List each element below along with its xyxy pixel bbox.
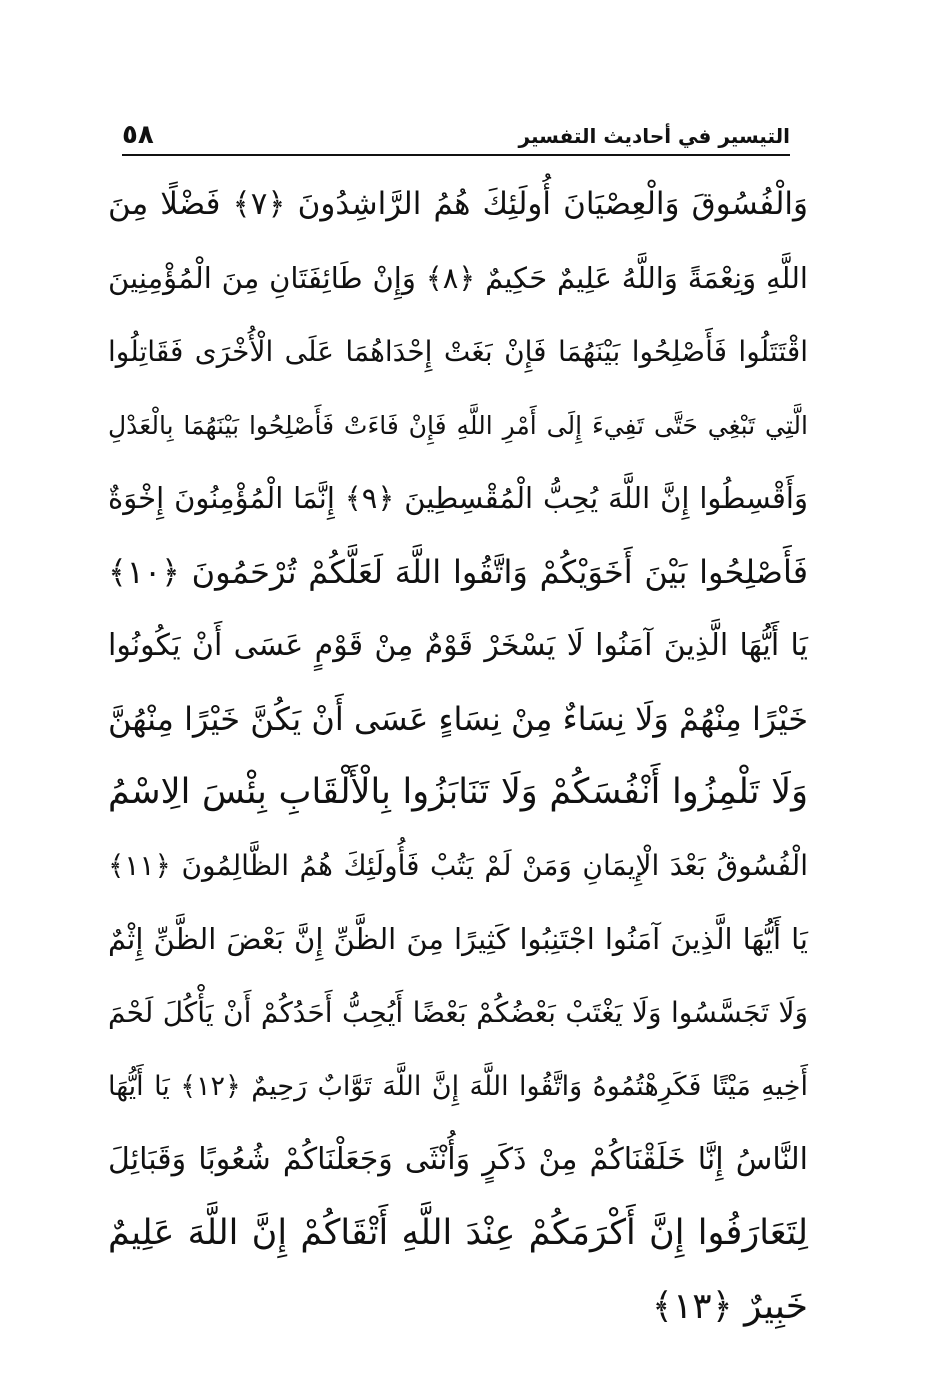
verse-line: [108, 1050, 808, 1124]
verse-line-text: فَأَصْلِحُوا بَيْنَ أَخَوَيْكُمْ وَاتَّقُوا اللَّهَ لَعَلَّكُمْ تُرْحَمُونَ ﴿١٠﴾: [108, 553, 808, 592]
verse-line: [108, 756, 808, 830]
verse-line: [108, 977, 808, 1051]
verse-line: [108, 903, 808, 977]
verse-line: [108, 389, 808, 463]
verse-line-text: النَّاسُ إِنَّا خَلَقْنَاكُمْ مِنْ ذَكَرٍ وَأُنْثَى وَجَعَلْنَاكُمْ شُعُوبًا وَقَبَائِلَ: [108, 1142, 808, 1178]
verse-line-text: أَخِيهِ مَيْتًا فَكَرِهْتُمُوهُ وَاتَّقُوا اللَّهَ إِنَّ اللَّهَ تَوَّابٌ رَحِيمٌ ﴿١٢﴾ يَا أَيُّهَا: [108, 1071, 808, 1103]
verse-line-text: اللَّهِ وَنِعْمَةً وَاللَّهُ عَلِيمٌ حَكِيمٌ ﴿٨﴾ وَإِنْ طَائِفَتَانِ مِنَ الْمُؤْمِنِينَ: [108, 260, 808, 295]
verse-line-text: الْفُسُوقُ بَعْدَ الْإِيمَانِ وَمَنْ لَمْ يَتُبْ فَأُولَئِكَ هُمُ الظَّالِمُونَ ﴿١١﴾: [108, 849, 808, 883]
verse-line: [108, 609, 808, 683]
verse-line-text: اقْتَتَلُوا فَأَصْلِحُوا بَيْنَهُمَا فَإِنْ بَغَتْ إِحْدَاهُمَا عَلَى الْأُخْرَى فَقَاتِلُوا: [108, 334, 808, 368]
page-header: [122, 118, 790, 156]
verse-line-text: وَلَا تَجَسَّسُوا وَلَا يَغْتَبْ بَعْضُكُمْ بَعْضًا أَيُحِبُّ أَحَدُكُمْ أَنْ يَأْكُلَ لَحْمَ: [108, 996, 808, 1030]
verse-line: [108, 536, 808, 610]
verse-line-text: لِتَعَارَفُوا إِنَّ أَكْرَمَكُمْ عِنْدَ اللَّهِ أَتْقَاكُمْ إِنَّ اللَّهَ عَلِيمٌ: [108, 1213, 808, 1254]
verse-line-text: وَأَقْسِطُوا إِنَّ اللَّهَ يُحِبُّ الْمُقْسِطِينَ ﴿٩﴾ إِنَّمَا الْمُؤْمِنُونَ إِخْوَةٌ: [108, 481, 808, 516]
verse-line: [108, 168, 808, 242]
verse-line: [108, 315, 808, 389]
verse-line-text: وَالْفُسُوقَ وَالْعِصْيَانَ أُولَئِكَ هُمُ الرَّاشِدُونَ ﴿٧﴾ فَضْلًا مِنَ: [108, 186, 809, 223]
verse-line: [108, 1197, 808, 1271]
verse-line: [108, 830, 808, 904]
quran-text-block: [108, 168, 808, 1344]
verse-line-text: الَّتِي تَبْغِي حَتَّى تَفِيءَ إِلَى أَمْرِ اللَّهِ فَإِنْ فَاءَتْ فَأَصْلِحُوا بَيْنَهُمَا بِالْعَدْلِ: [108, 410, 808, 440]
verse-line-text: يَا أَيُّهَا الَّذِينَ آمَنُوا لَا يَسْخَرْ قَوْمٌ مِنْ قَوْمٍ عَسَى أَنْ يَكُونُوا: [108, 627, 808, 663]
verse-line-text: يَا أَيُّهَا الَّذِينَ آمَنُوا اجْتَنِبُوا كَثِيرًا مِنَ الظَّنِّ إِنَّ بَعْضَ الظَّنِّ إِثْمٌ: [108, 922, 808, 957]
verse-line: [108, 1271, 808, 1345]
book-title: التيسير في أحاديث التفسير: [518, 124, 790, 148]
verse-line-text: وَلَا تَلْمِزُوا أَنْفُسَكُمْ وَلَا تَنَابَزُوا بِالْأَلْقَابِ بِئْسَ الِاسْمُ: [108, 772, 808, 813]
verse-line: [108, 242, 808, 316]
verse-line: [108, 683, 808, 757]
verse-line-text: خَبِيرٌ ﴿١٣﴾: [651, 1286, 808, 1328]
verse-line-text: خَيْرًا مِنْهُمْ وَلَا نِسَاءٌ مِنْ نِسَاءٍ عَسَى أَنْ يَكُنَّ خَيْرًا مِنْهُنَّ: [108, 700, 808, 739]
verse-line: [108, 1124, 808, 1198]
verse-line: [108, 462, 808, 536]
page-number: ٥٨: [122, 120, 154, 150]
